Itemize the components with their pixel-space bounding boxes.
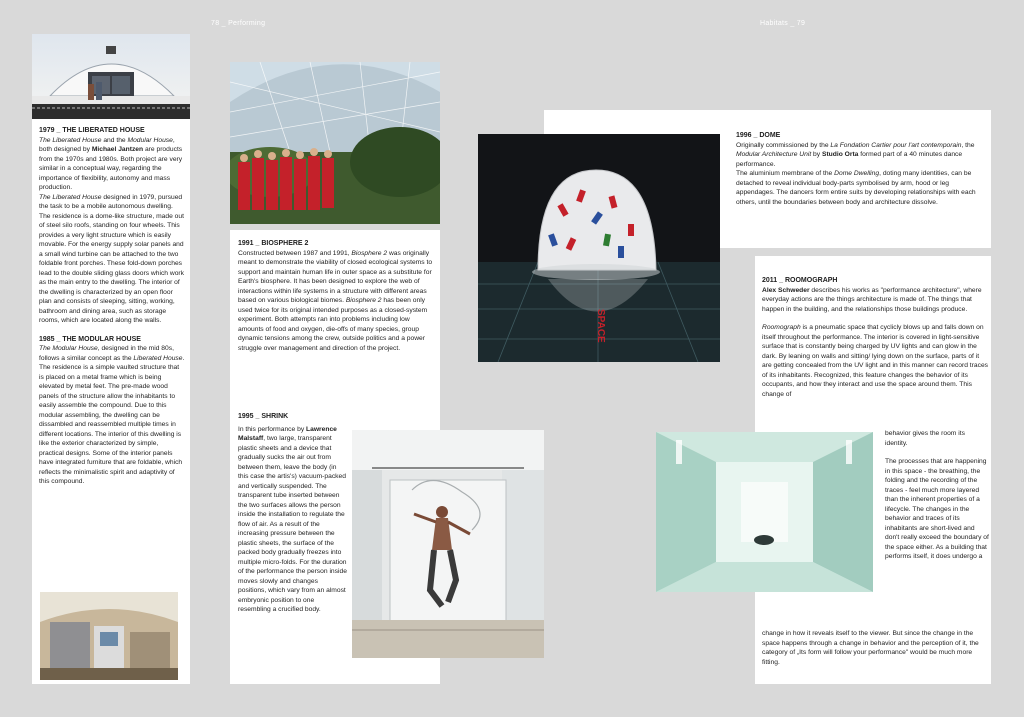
liberated-intro-and: and the [101,136,128,144]
dome-body-1: Originally commissioned by the [736,141,831,149]
liberated-name-2: The Liberated House [39,193,102,201]
lawrence-malstaff: Lawrence Malstaff [238,425,337,442]
liberated-intro-designed: , both designed by [39,136,175,153]
biosphere-text [238,239,436,353]
dome-text [736,131,986,207]
dome-body-6: , doting many identities, can be detached to reveal individual body-parts symbolised by arm, hood or leg appendages. The dancers form entire suits by developing relationships with each others, until the boundaries between body and architecture dissolve. [736,170,976,206]
modular-body-2: . The residence is a simple vaulted structure that is placed on a metal frame which is being elevated by metal feet. The pre-made wood panels of the structure allow the inhabitants to easily assemble the compound. Due to this modular assembling, the dwelling can be dissambled and reassembled multiple times in different locations. The interior of this dwelling is like the exterior characterized by simple, practical designs. Some of the interior panels have integrated furniture that are foldable, which reflects the minimalistic spirit and adaptivity of this compound. [39,354,185,485]
roomograph-text [762,276,988,399]
page-header-right: Habitats _ 79 [760,20,806,27]
modular-body-1: , designed in the mid 80s, follows a similar concept as the [39,345,174,362]
liberated-house-photo [32,34,190,119]
biosphere-italic-2: Biosphere 2 [345,297,382,304]
shrink-body-2: , two large, transparent plastic sheets and a device that gradually sucks the air out from between them, leave the body (in this case the artis's) vacuum-packed and vertically suspended. The transparent tube inserted between the two surfaces allows the person inside the installation to regulate the flow of air. As a result of the increasing pressure between the plastic sheets, the surface of the packed body gradually freezes into multiple micro-folds. For the duration of the performance the person inside moves slowly and changes positions, which vary from an almost embryonic position to one resembling a crucified body. [238,435,347,613]
dome-body-2: , the [961,141,975,149]
biosphere-italic-1: Biosphere 2 [351,249,388,257]
liberated-house-text [39,126,185,487]
biosphere-photo [230,62,440,224]
dome-body-5: The aluminium membrane of the [736,170,835,177]
dome-body-3: by [811,151,822,158]
liberated-intro-rest: are products from the 1970s and 1980s. Both project are very similar in a conceptual way, regarding the importance of flexibility, autonomy and mass production. [39,146,183,191]
shrink-title: 1995 _ SHRINK [238,413,289,420]
biosphere-title: 1991 _ BIOSPHERE 2 [238,240,309,247]
modular-house-photo [40,592,178,680]
roomograph-photo [656,432,873,592]
liberated-name: The Liberated House [39,136,102,144]
modular-italic-1: The Modular House [39,345,98,352]
biosphere-body-3: has been only used twice for its original intended purposes as a closed-system experiment. Both attempts ran into problems including low amounts of food and oxygen, die-offs of many species, group dynamic tensions among the crew, outside politics and a power struggle over management and direction of the project. [238,297,428,352]
dome-reflection-text: SPACE [595,309,606,343]
roomograph-body-3: behavior gives the room its identity. [885,430,965,447]
alex-schweder: Alex Schweder [762,286,810,294]
modular-name: Modular House [127,136,173,144]
roomograph-bottom-text [762,629,988,667]
dome-italic-1: La Fondation Cartier pour l'art contemporain [830,141,962,149]
liberated-house-title: 1979 _ THE LIBERATED HOUSE [39,127,145,134]
roomograph-body-4: The processes that are happening in this space - the breathing, the folding and the recording of the traces - feel much more layered than the inherent properties of a lifecycle. The changes in the behavior and traces of its inhabitants are short-lived and don't really exceed the boundary of the space either. As a building that performs itself, it does undergo a [885,458,989,560]
liberated-description: designed in 1979, pursued the task to be a mobile autonomous dwelling. The residence is a dome-like structure, made out of steel silo roofs, standing on four wheels. This provides a very light structure which is easily movable. For the energy supply solar panels and a small wind turbine can be attached to the two foldable front porches. These fold-down porches lead to the double sliding glass doors which work as the main entry to the dwelling. The interior of the dwelling is characterized by an open floor plan and consists of sleeping, sitting, working, bathroom and dining area, such as storage rooms, which are located along the walls. [39,193,184,324]
dome-photo [478,134,720,362]
dome-body-4: formed part of a 40 minutes dance performance. [736,151,963,168]
shrink-photo [352,430,544,658]
studio-orta: Studio Orta [821,151,859,158]
roomograph-body-2: is a pneumatic space that cyclicly blows up and falls down on itself throughout the performance. The interior is covered in light-sensitive surface that is constantly being charged by UV lights and can glow in the dark. By leaning on walls and sitting/ lying down on the surface, parts of it are getting concealed from the UV light and in this manner can record traces of its inhabitants. Recognized, this feature changes the behavior of its occupants, and how they interact and use the space around them. This change of [762,324,989,398]
dome-title: 1996 _ DOME [736,132,781,139]
michael-jantzen: Michael Jantzen [91,146,144,153]
roomograph-title: 2011 _ ROOMOGRAPH [762,277,838,284]
modular-italic-2: Liberated House [133,354,183,362]
shrink-text [238,412,348,615]
dome-italic-2: Modular Architecture Unit [736,151,812,158]
roomograph-body-1: describes his works as "performance architecture", where everyday actions are the things architecture is made of. The things that happen in the building, and the relationships those buildings produce. [762,286,982,313]
shrink-body-1: In this performance by [238,425,307,433]
biosphere-body-2: was originally meant to demonstrate the viability of closed ecological systems to support and maintain human life in outer space as a substitute for Earth's biosphere. It has been designed to explore the web of interactions within life systems in a structure with different areas based on various biological biomes. [238,249,433,304]
biosphere-body-1: Constructed between 1987 and 1991, [238,249,352,257]
roomograph-body-5: change in how it reveals itself to the viewer. But since the change in the space happens through a change in behavior and the perception of it, the category of „Its form will follow your performance" would be much more fitting. [762,630,979,666]
modular-house-title: 1985 _ THE MODULAR HOUSE [39,335,141,343]
roomograph-column-text [885,429,989,562]
page-header-left: 78 _ Performing [211,20,266,27]
dome-italic-3: Dome Dwelling [834,170,880,177]
roomograph-italic-1: Roomograph [762,324,801,331]
